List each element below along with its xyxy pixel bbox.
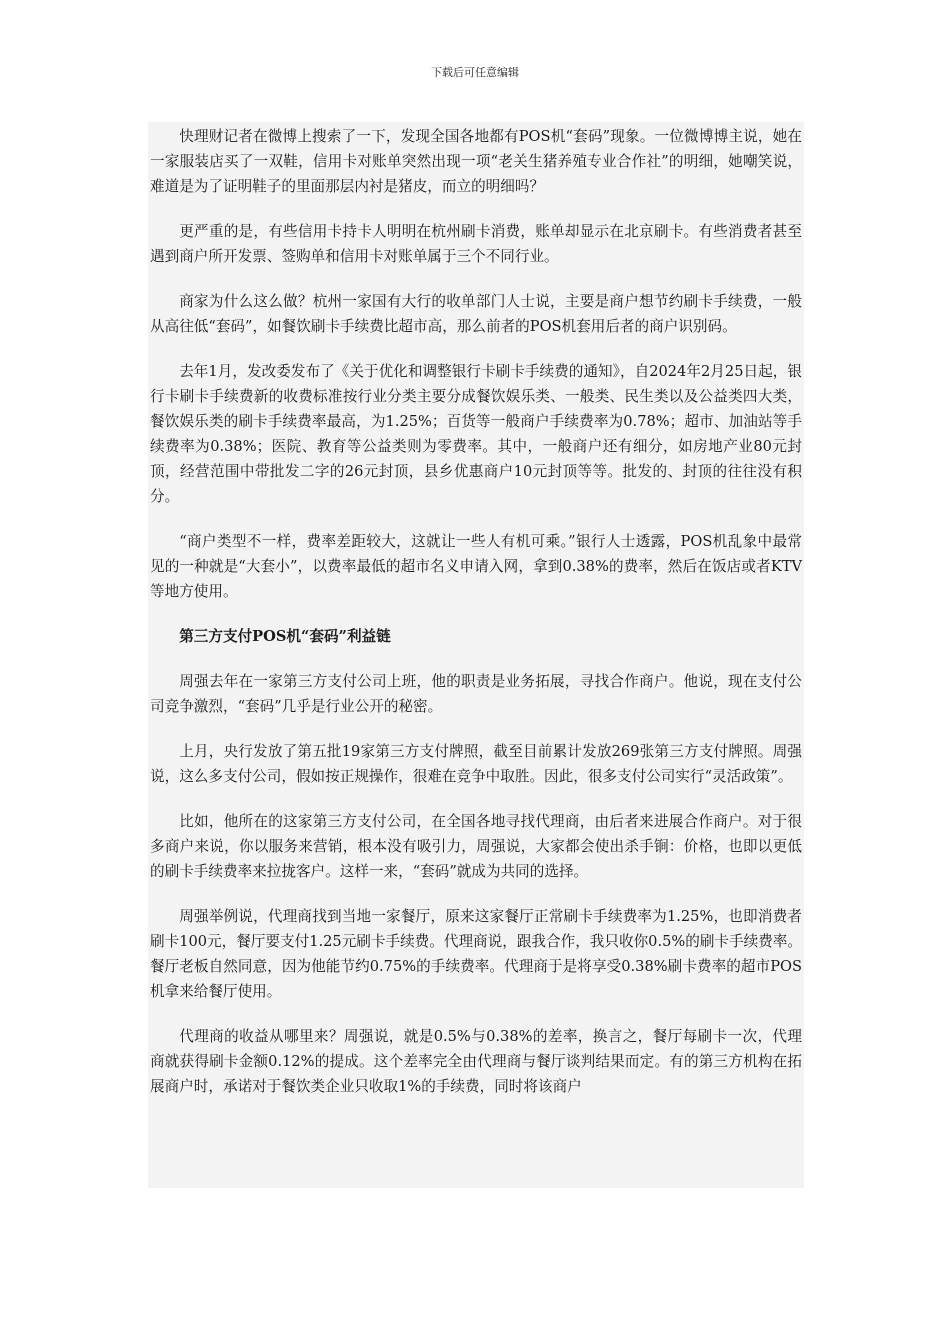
paragraph-3: 商家为什么这么做？杭州一家国有大行的收单部门人士说，主要是商户想节约刷卡手续费，一般从高往低“套码”，如餐饮刷卡手续费比超市高，那么前者的POS机套用后者的商户识别码。 [150, 293, 802, 335]
section-heading: 第三方支付POS机“套码”利益链 [179, 628, 391, 645]
paragraph-8: 比如，他所在的这家第三方支付公司，在全国各地寻找代理商，由后者来进展合作商户。对于很多商户来说，你以服务来营销，根本没有吸引力，周强说，大家都会使出杀手锏：价格，也即以更低的刷卡手续费率来拉拢客户。这样一来，“套码”就成为共同的选择。 [150, 813, 802, 880]
header-note: 下载后可任意编辑 [431, 66, 519, 79]
paragraph-2: 更严重的是，有些信用卡持卡人明明在杭州刷卡消费，账单却显示在北京刷卡。有些消费者甚至遇到商户所开发票、签购单和信用卡对账单属于三个不同行业。 [150, 223, 802, 265]
paragraph-7: 上月，央行发放了第五批19家第三方支付牌照，截至目前累计发放269张第三方支付牌照。周强说，这么多支付公司，假如按正规操作，很难在竞争中取胜。因此，很多支付公司实行“灵活政策”。 [150, 743, 802, 785]
paragraph-5: “商户类型不一样，费率差距较大，这就让一些人有机可乘。”银行人士透露，POS机乱象中最常见的一种就是“大套小”，以费率最低的超市名义申请入网，拿到0.38%的费率，然后在饭店或者KTV等地方使用。 [150, 533, 802, 600]
article-body [148, 122, 804, 1188]
paragraph-1: 快理财记者在微博上搜索了一下，发现全国各地都有POS机“套码”现象。一位微博博主说，她在一家服装店买了一双鞋，信用卡对账单突然出现一项“老关生猪养殖专业合作社”的明细，她嘲笑说，难道是为了证明鞋子的里面那层内衬是猪皮，而立的明细吗？ [150, 128, 802, 195]
paragraph-4: 去年1月，发改委发布了《关于优化和调整银行卡刷卡手续费的通知》，自2024年2月25日起，银行卡刷卡手续费新的收费标准按行业分类主要分成餐饮娱乐类、一般类、民生类以及公益类四大类，餐饮娱乐类的刷卡手续费率最高，为1.25%；百货等一般商户手续费率为0.78%；超市、加油站等手续费率为0.38%；医院、教育等公益类则为零费率。其中，一般商户还有细分，如房地产业80元封顶，经营范围中带批发二字的26元封顶，县乡优惠商户10元封顶等等。批发的、封顶的往往没有积分。 [150, 363, 802, 505]
paragraph-10: 代理商的收益从哪里来？周强说，就是0.5%与0.38%的差率，换言之，餐厅每刷卡一次，代理商就获得刷卡金额0.12%的提成。这个差率完全由代理商与餐厅谈判结果而定。有的第三方机构在拓展商户时，承诺对于餐饮类企业只收取1%的手续费，同时将该商户 [150, 1028, 802, 1095]
paragraph-9: 周强举例说，代理商找到当地一家餐厅，原来这家餐厅正常刷卡手续费率为1.25%，也即消费者刷卡100元，餐厅要支付1.25元刷卡手续费。代理商说，跟我合作，我只收你0.5%的刷卡手续费率。餐厅老板自然同意，因为他能节约0.75%的手续费率。代理商于是将享受0.38%刷卡费率的超市POS机拿来给餐厅使用。 [150, 908, 802, 1000]
paragraph-6: 周强去年在一家第三方支付公司上班，他的职责是业务拓展，寻找合作商户。他说，现在支付公司竞争激烈，“套码”几乎是行业公开的秘密。 [150, 673, 802, 715]
